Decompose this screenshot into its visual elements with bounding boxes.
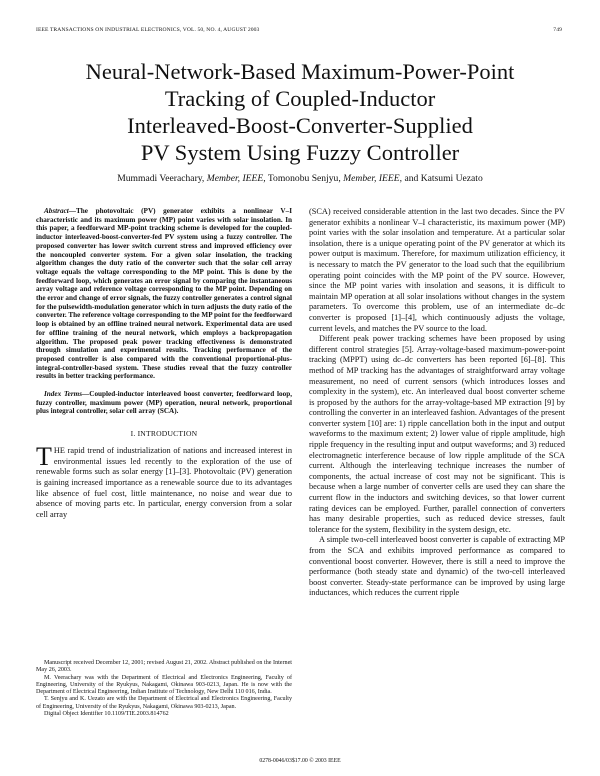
footnote-author-1: M. Veerachary was with the Department of Electrical and Electronics Engineering, Faculty of Engineering, University of the Ryukyus, Nakagami, Okinawa 903-0213, Japan. He is now with the Department of Electrical Engineering, Indian Institute of Technology, New Delhi 110 016, India. xyxy=(36,674,292,696)
paper-title xyxy=(30,58,570,166)
journal-header: IEEE TRANSACTIONS ON INDUSTRIAL ELECTRONICS, VOL. 50, NO. 4, AUGUST 2003 xyxy=(36,27,260,33)
title-line-2: Tracking of Coupled-Inductor xyxy=(164,86,436,111)
title-line-3: Interleaved-Boost-Converter-Supplied xyxy=(127,113,473,138)
title-line-4: PV System Using Fuzzy Controller xyxy=(140,140,460,165)
abstract xyxy=(36,207,292,381)
page-number: 749 xyxy=(553,27,562,33)
author-3: and Katsumi Uezato xyxy=(404,173,483,184)
author-2-role: Member, IEEE, xyxy=(343,173,403,184)
body-paragraph: (SCA) received considerable attention in the last two decades. Since the PV generator exhibits a nonlinear V–I characteristic, its maximum power (MP) point varies with the solar insolation and temperature. At a particular solar insolation, there is a unique operating point of the PV generator at which its power output is maximum. Therefore, for maximum utilization efficiency, it is necessary to match the PV generator to the load such that the equilibrium operating point coincides with the MP point of the PV source. However, since the MP point varies with insolation and seasons, it is difficult to maintain MP operation at all solar insolations without changes in the system parameters. To overcome this problem, use of an intermediate dc–dc converter is proposed [1]–[4], which continuously adjusts the voltage, current levels, and matches the PV source to the load. xyxy=(309,207,565,333)
author-1-role: Member, IEEE, xyxy=(206,173,266,184)
running-head xyxy=(36,27,562,33)
copyright-footer: 0278-0046/03$17.00 © 2003 IEEE xyxy=(259,758,341,764)
title-line-1: Neural-Network-Based Maximum-Power-Point xyxy=(85,59,515,84)
intro-text: HE rapid trend of industrialization of nations and increased interest in environmental issues led recently to the exploration of the use of renewable forms such as solar energy [1]–[3]. Photovoltaic (PV) generation is gaining increased importance as a renewable source due to its advantages like absence of fuel cost, little maintenance, no noise and wear due to absence of moving parts etc. In particular, energy conversion from a solar cell array xyxy=(36,446,292,519)
author-line xyxy=(20,173,580,184)
left-column xyxy=(36,207,292,520)
section-heading: I. INTRODUCTION xyxy=(130,429,198,439)
footnotes xyxy=(36,660,292,718)
index-terms-text: Coupled-inductor interleaved boost converter, feedforward loop, fuzzy controller, maximum power (MP) operation, neural network, proportional plus integral controller, solar cell array (SCA). xyxy=(36,390,292,416)
body-paragraph: Different peak power tracking schemes have been proposed by using different control strategies [5]. Array-voltage-based maximum-power-point tracking (MPPT) using dc–dc converters has been reported [6]–[8]. This method of MP tracking has the advantages of straightforward array voltage measurement, no need of current sensors (which introduces losses and complexity in the system), etc. An interleaved dual boost converter scheme is proposed by the authors for the array-voltage-based MP extraction [9] by controlling the converter in an interleaved fashion. Advantages of the present converter system [10] are: 1) ripple cancellation both in the input and output waveforms to the maximum extent; 2) lower value of ripple amplitude, high ripple frequency in the resulting input and output waveforms; and 3) reduced electromagnetic interference because of low ripple amplitude of the SCA current. Although the interleaving technique increases the number of components, the actual increase of cost may not be significant. This is because when a large number of converter cells are used they can share the current flow in the inductors and switching devices, so that lower current rating devices can be employed. Further, parallel connection of converters has many desirable properties, such as reduced device stresses, fault tolerance for the system, flexibility in the system design, etc. xyxy=(309,334,565,534)
abstract-text: The photovoltaic (PV) generator exhibits a nonlinear V–I characteristic and its maximum power (MP) point varies with solar insolation. In this paper, a feedforward MP-point tracking scheme is developed for the coupled-inductor interleaved-boost-converter-fed PV system using a fuzzy controller. The proposed converter has lower switch current stress and improved efficiency over the noncoupled converter system. For a given solar insolation, the tracking algorithm changes the duty ratio of the converter such that the solar cell array voltage equals the voltage corresponding to the MP point. This is done by the feedforward loop, which generates an error signal by comparing the instantaneous array voltage and reference voltage corresponding to the MP point. Depending on the error and change of error signals, the fuzzy controller generates a control signal for the pulsewidth-modulation generator which in turn adjusts the duty ratio of the converter. The reference voltage corresponding to the MP point for the feedforward loop is obtained by an offline trained neural network. Experimental data are used for offline training of the neural network, which employs a backpropagation algorithm. The proposed peak power tracking effectiveness is demonstrated through simulation and experimental results. Tracking performance of the proposed controller is also compared with the conventional proportional-plus-integral-controller-based system. These studies reveal that the fuzzy controller results in better tracking performance. xyxy=(36,207,292,381)
author-2: Tomonobu Senjyu, xyxy=(267,173,341,184)
index-terms-label: Index Terms— xyxy=(44,390,90,399)
body-paragraph: A simple two-cell interleaved boost converter is capable of extracting MP from the SCA and exhibits improved performance as compared to conventional boost converter. However, there is still a need to improve the performance (both steady state and dynamic) of the two-cell interleaved boost converter. Steady-state performance can be improved by using large inductances, which reduces the current ripple xyxy=(309,535,565,598)
abstract-label: Abstract— xyxy=(44,207,76,215)
intro-paragraph xyxy=(36,442,292,520)
footnote-doi: Digital Object Identifier 10.1109/TIE.2003.814762 xyxy=(44,711,169,718)
dropcap: T xyxy=(36,442,52,472)
footnote-authors-2-3: T. Senjyu and K. Uezato are with the Department of Electrical and Electronics Engineering, Faculty of Engineering, University of the Ryukyus, Nakagami, Okinawa 903-0213, Japan. xyxy=(36,696,292,710)
index-terms xyxy=(36,390,292,416)
footnote-received: Manuscript received December 12, 2001; revised August 21, 2002. Abstract published on the Internet May 26, 2003. xyxy=(36,660,292,674)
right-column xyxy=(309,207,565,599)
author-1: Mummadi Veerachary, xyxy=(117,173,205,184)
